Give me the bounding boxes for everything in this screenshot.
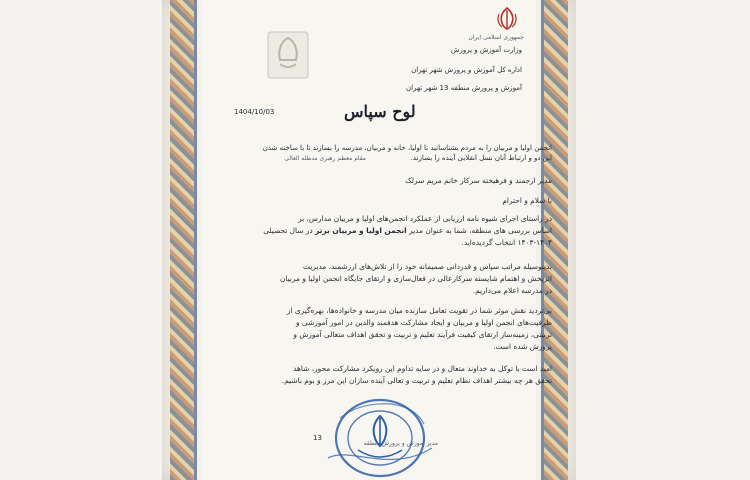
paragraph-3-line-2: ظرفیت‌های انجمن اولیا و مربیان و ایجاد مشارکت هدفمند والدین در امور آموزشی و: [295, 318, 552, 327]
paragraph-4-line-1: امید است با توکل به خداوند متعال و در سایه تداوم این رویکرد مشارکت محور، شاهد: [293, 364, 552, 373]
paragraph-1-line-3: ۱۴۰۳-۱۴۰۴ انتخاب گردیده‌اید.: [461, 238, 552, 247]
signature-district-number: 13: [313, 434, 322, 442]
district-line: آموزش و پرورش منطقه 13 شهر تهران: [406, 84, 522, 92]
p1-line2-pre: اساس بررسی های منطقه، شما به عنوان مدیر: [409, 226, 552, 235]
certificate-title: لوح سپاس: [344, 102, 416, 121]
paragraph-4-line-2: تحقق هر چه بیشتر اهداف نظام تعلیم و تربیت و تعالی آینده سازان این مرز و بوم باشیم.: [281, 376, 552, 385]
signature-text: مدیر آموزش و پرورش منطقه: [363, 440, 438, 447]
paragraph-2-line-3: در مدرسه اعلام می‌داریم.: [472, 286, 552, 295]
paragraph-3-line-4: پرورش شده است.: [493, 342, 552, 351]
official-seal-icon: [320, 388, 440, 480]
paragraph-2-line-1: بدینوسیله مراتب سپاس و قدردانی صمیمانه خود را از تلاش‌های ارزشمند، مدیریت: [302, 262, 552, 271]
country-caption: جمهوری اسلامی ایران: [468, 34, 524, 41]
paragraph-1-line-1: در راستای اجرای شیوه نامه ارزیابی از عملکرد انجمن‌های اولیا و مربیان مدارس، بر: [298, 214, 552, 223]
motto-line-1: انجمن اولیا و مربیان را به مردم بشناسانید تا اولیا، خانه و مربیان، مدرسه را بسازند تا با ساخته شدن: [262, 144, 552, 152]
p1-line2-highlight: انجمن اولیا و مربیان برتر: [315, 226, 407, 235]
motto-line-2: این دو و ارتباط آنان نسل انقلابی آینده را بسازند.: [410, 154, 552, 162]
directorate-line: اداره کل آموزش و پرورش شهر تهران: [411, 66, 522, 74]
iran-emblem-icon: [490, 6, 524, 32]
ministry-line: وزارت آموزش و پرورش: [450, 46, 522, 54]
ministry-logo-icon: [266, 30, 310, 80]
paragraph-3-line-3: تربیتی، زمینه‌ساز ارتقای کیفیت فرآیند تعلیم و تربیت و تحقق اهداف متعالی آموزش و: [293, 330, 552, 339]
paragraph-1-line-2: [263, 226, 552, 235]
motto-attribution: مقام معظم رهبری مدظله العالی: [284, 155, 366, 162]
p1-line2-post: در سال تحصیلی: [263, 226, 313, 235]
paragraph-2-line-2: اثربخش و اهتمام شایسته سرکارعالی در فعال‌سازی و ارتقای جایگاه انجمن اولیا و مربیان: [280, 274, 552, 283]
recipient-line: مدیر ارجمند و فرهیخته سرکار خانم مریم سرلک: [405, 176, 552, 185]
issue-date: 1404/10/03: [234, 108, 275, 116]
greeting-line: با سلام و احترام: [502, 196, 552, 205]
paragraph-3-line-1: بی‌تردید نقش موثر شما در تقویت تعامل سازنده میان مدرسه و خانواده‌ها، بهره‌گیری از: [286, 306, 552, 315]
